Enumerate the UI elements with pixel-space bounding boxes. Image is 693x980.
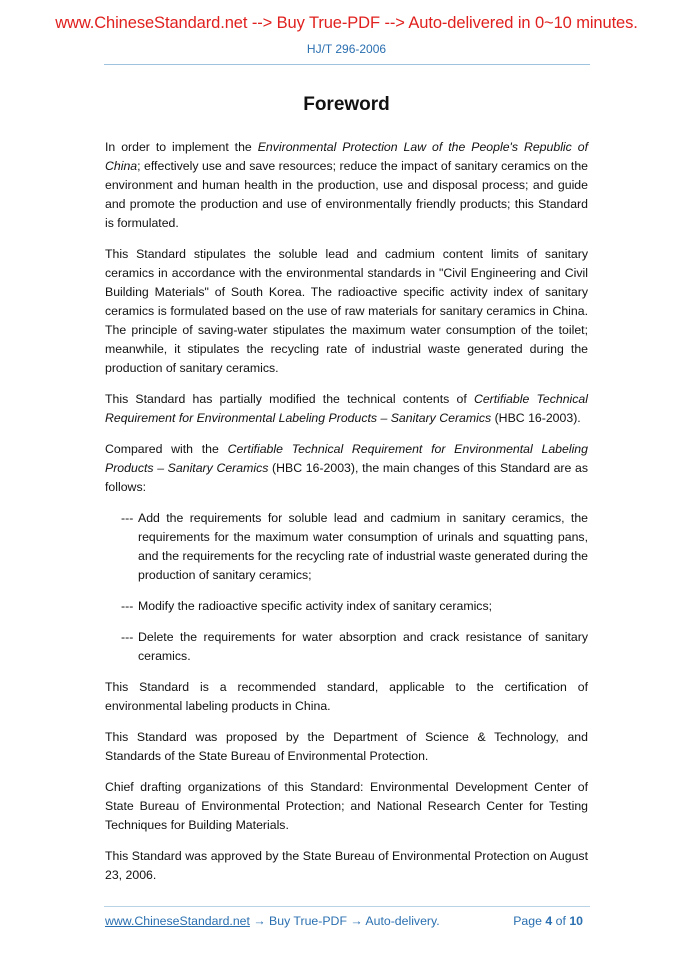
change-text: Modify the radioactive specific activity index of sanitary ceramics; xyxy=(138,599,493,613)
paragraph-proposer: This Standard was proposed by the Department of Science & Technology, and Standards of the State Bureau of Environmental Protection. xyxy=(105,730,588,763)
paragraph-scope: This Standard stipulates the soluble lead and cadmium content limits of sanitary ceramics in accordance with the environmental standards in "Civil Engineering and Civil Building Materials" of South Korea. The radioactive specific activity index of sanitary ceramics is formulated based on the use of raw materials for sanitary ceramics in China. The principle of saving-water stipulates the maximum water consumption of the toilet; meanwhile, it stipulates the recycling rate of industrial waste generated during the production of sanitary ceramics. xyxy=(105,247,588,375)
header-divider xyxy=(104,64,590,65)
paragraph-applicability: This Standard is a recommended standard, applicable to the certification of environmental labeling products in China. xyxy=(105,680,588,713)
text: (HBC 16-2003), the main changes of this Standard are as follows: xyxy=(105,461,588,494)
document-id: HJ/T 296-2006 xyxy=(306,42,387,56)
text: In order to implement the xyxy=(105,140,258,154)
law-title: Environmental Protection Law of the People's Republic of China xyxy=(105,140,588,173)
dash-bullet: --- xyxy=(121,599,134,613)
change-text: Delete the requirements for water absorption and crack resistance of sanitary ceramics. xyxy=(138,630,588,663)
standard-title: Certifiable Technical Requirement for Environmental Labeling Products – Sanitary Ceramics xyxy=(105,442,588,475)
paragraph-changes-intro xyxy=(105,440,588,497)
page-title: Foreword xyxy=(303,94,390,115)
text: ; effectively use and save resources; reduce the impact of sanitary ceramics on the environment and human health in the production, use and disposal process; and guide and promote the production and use of environmentally friendly products; this Standard is formulated. xyxy=(105,159,588,230)
text: (HBC 16-2003). xyxy=(491,411,581,425)
change-list-item xyxy=(121,597,588,616)
change-text: Add the requirements for soluble lead and cadmium in sanitary ceramics, the requirements for the maximum water consumption of urinals and squatting pans, and the requirements for the recycling rate of industrial waste generated during the production of sanitary ceramics; xyxy=(138,511,588,582)
promo-banner: www.ChineseStandard.net --> Buy True-PDF --> Auto-delivered in 0~10 minutes. xyxy=(55,14,638,32)
change-list-item xyxy=(121,628,588,666)
page-footer xyxy=(105,914,583,928)
page-of: of xyxy=(552,914,570,928)
page-label: Page xyxy=(513,914,546,928)
footer-left xyxy=(105,914,440,928)
page-indicator xyxy=(513,914,583,928)
document-body xyxy=(105,138,588,897)
change-list-item xyxy=(121,509,588,585)
dash-bullet: --- xyxy=(121,630,134,644)
footer-divider xyxy=(104,906,590,907)
dash-bullet: --- xyxy=(121,511,134,525)
paragraph-modification xyxy=(105,390,588,428)
standard-title: Certifiable Technical Requirement for Environmental Labeling Products – Sanitary Ceramics xyxy=(105,392,588,425)
current-page: 4 xyxy=(545,914,553,928)
paragraph-purpose xyxy=(105,138,588,233)
text: Compared with the xyxy=(105,442,228,456)
total-pages: 10 xyxy=(569,914,583,928)
paragraph-approval: This Standard was approved by the State Bureau of Environmental Protection on August 23, 2006. xyxy=(105,849,588,882)
site-link[interactable]: www.ChineseStandard.net xyxy=(105,914,250,928)
paragraph-drafters: Chief drafting organizations of this Standard: Environmental Development Center of State Bureau of Environmental Protection; and National Research Center for Testing Techniques for Building Materials. xyxy=(105,780,588,832)
footer-tagline: → Buy True-PDF → Auto-delivery. xyxy=(249,914,440,928)
text: This Standard has partially modified the technical contents of xyxy=(105,392,474,406)
